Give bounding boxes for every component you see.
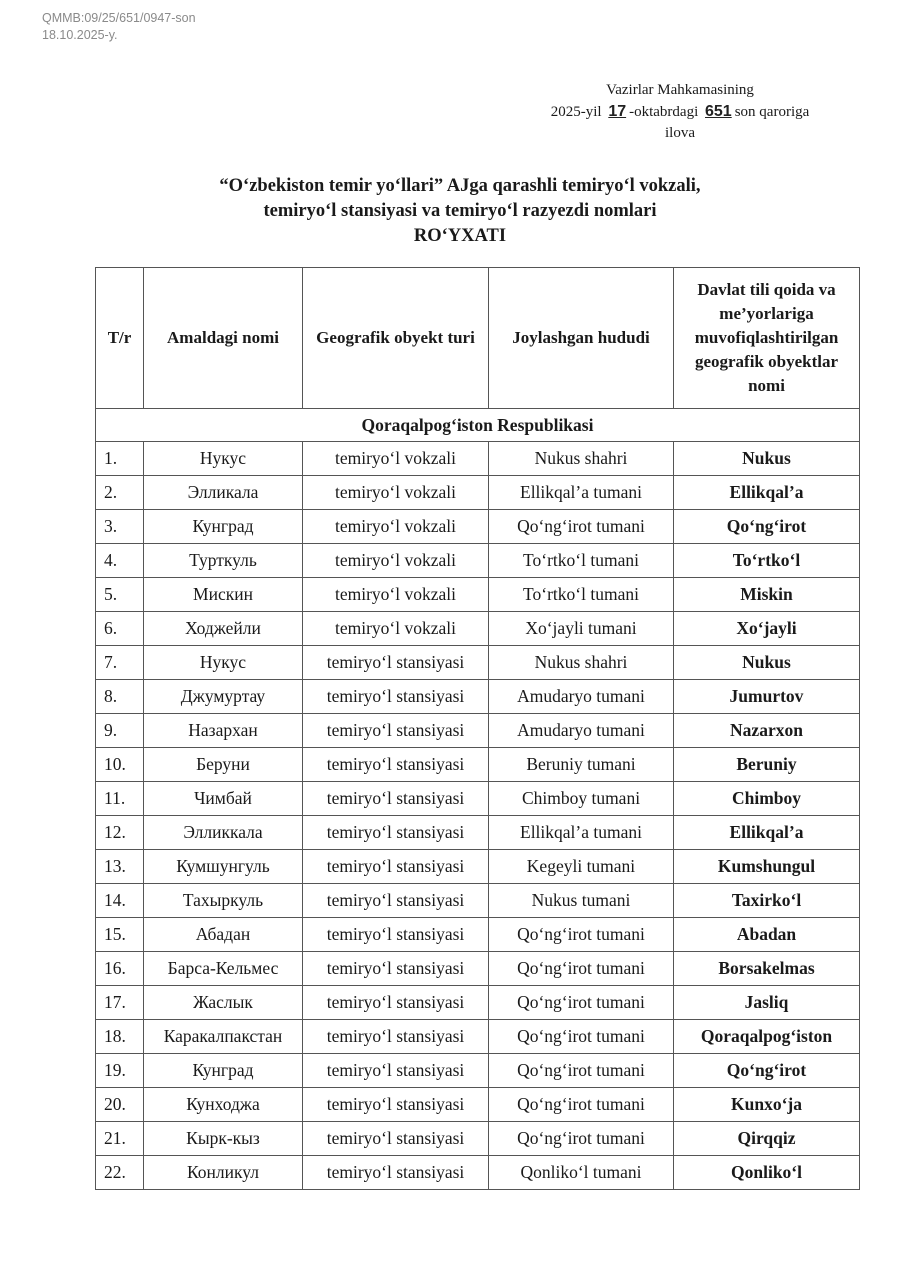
- row-number: 13.: [96, 850, 144, 884]
- row-number: 14.: [96, 884, 144, 918]
- table-row: [96, 918, 860, 952]
- row-location: Nukus shahri: [489, 442, 674, 476]
- row-number: 3.: [96, 510, 144, 544]
- row-new-name: Taxirko‘l: [674, 884, 860, 918]
- row-current-name: Турткуль: [144, 544, 303, 578]
- row-current-name: Джумуртау: [144, 680, 303, 714]
- appendix-resolution: son qaroriga: [734, 104, 810, 120]
- row-location: Nukus tumani: [489, 884, 674, 918]
- row-current-name: Чимбай: [144, 782, 303, 816]
- stations-table: [95, 267, 860, 1190]
- row-location: Beruniy tumani: [489, 748, 674, 782]
- row-location: Qo‘ng‘irot tumani: [489, 1088, 674, 1122]
- row-current-name: Элликкала: [144, 816, 303, 850]
- row-new-name: Xo‘jayli: [674, 612, 860, 646]
- row-new-name: Nukus: [674, 646, 860, 680]
- table-row: [96, 884, 860, 918]
- row-current-name: Назархан: [144, 714, 303, 748]
- appendix-line-3: ilova: [665, 125, 695, 141]
- table-row: [96, 510, 860, 544]
- row-object-type: temiryo‘l vokzali: [303, 612, 489, 646]
- row-new-name: Beruniy: [674, 748, 860, 782]
- row-new-name: Qo‘ng‘irot: [674, 510, 860, 544]
- table-row: [96, 748, 860, 782]
- row-number: 16.: [96, 952, 144, 986]
- table-row: [96, 1054, 860, 1088]
- row-number: 20.: [96, 1088, 144, 1122]
- row-object-type: temiryo‘l vokzali: [303, 476, 489, 510]
- row-current-name: Кумшунгуль: [144, 850, 303, 884]
- row-object-type: temiryo‘l vokzali: [303, 578, 489, 612]
- row-current-name: Элликала: [144, 476, 303, 510]
- row-object-type: temiryo‘l stansiyasi: [303, 782, 489, 816]
- row-number: 18.: [96, 1020, 144, 1054]
- table-row: [96, 850, 860, 884]
- document-title: [100, 174, 820, 249]
- row-current-name: Барса-Кельмес: [144, 952, 303, 986]
- row-location: Qo‘ng‘irot tumani: [489, 510, 674, 544]
- table-row: [96, 816, 860, 850]
- row-location: Qo‘ng‘irot tumani: [489, 1020, 674, 1054]
- table-row: [96, 986, 860, 1020]
- row-object-type: temiryo‘l stansiyasi: [303, 1088, 489, 1122]
- handwritten-day: 17: [608, 103, 627, 120]
- row-current-name: Каракалпакстан: [144, 1020, 303, 1054]
- row-current-name: Тахыркуль: [144, 884, 303, 918]
- header-object-type: Geografik obyekt turi: [303, 268, 489, 409]
- row-object-type: temiryo‘l stansiyasi: [303, 714, 489, 748]
- row-object-type: temiryo‘l stansiyasi: [303, 1156, 489, 1190]
- row-current-name: Жаслык: [144, 986, 303, 1020]
- appendix-line-1: Vazirlar Mahkamasining: [606, 82, 754, 98]
- table-row: [96, 578, 860, 612]
- row-location: Nukus shahri: [489, 646, 674, 680]
- row-new-name: To‘rtko‘l: [674, 544, 860, 578]
- row-new-name: Qirqqiz: [674, 1122, 860, 1156]
- row-location: Xo‘jayli tumani: [489, 612, 674, 646]
- row-current-name: Кырк-кыз: [144, 1122, 303, 1156]
- row-number: 21.: [96, 1122, 144, 1156]
- table-header-row: [96, 268, 860, 409]
- table-row: [96, 476, 860, 510]
- table-row: [96, 442, 860, 476]
- row-object-type: temiryo‘l vokzali: [303, 442, 489, 476]
- registration-date: 18.10.2025-y.: [42, 28, 118, 42]
- title-line-1: “O‘zbekiston temir yo‘llari” AJga qarashli temiryo‘l vokzali,: [219, 176, 701, 196]
- row-location: Qonliko‘l tumani: [489, 1156, 674, 1190]
- row-current-name: Конликул: [144, 1156, 303, 1190]
- row-location: Chimboy tumani: [489, 782, 674, 816]
- title-line-2: temiryo‘l stansiyasi va temiryo‘l razyezdi nomlari: [263, 201, 657, 221]
- table-row: [96, 1020, 860, 1054]
- table-body: [96, 409, 860, 1190]
- title-line-3: RO‘YXATI: [413, 226, 507, 246]
- row-number: 8.: [96, 680, 144, 714]
- row-new-name: Jasliq: [674, 986, 860, 1020]
- row-current-name: Кунходжа: [144, 1088, 303, 1122]
- table-row: [96, 544, 860, 578]
- row-object-type: temiryo‘l stansiyasi: [303, 918, 489, 952]
- table-row: [96, 952, 860, 986]
- table-row: [96, 680, 860, 714]
- row-current-name: Беруни: [144, 748, 303, 782]
- registration-number: QMMB:09/25/651/0947-son: [42, 11, 196, 25]
- row-object-type: temiryo‘l stansiyasi: [303, 884, 489, 918]
- row-object-type: temiryo‘l stansiyasi: [303, 748, 489, 782]
- row-location: Ellikqal’a tumani: [489, 816, 674, 850]
- row-number: 2.: [96, 476, 144, 510]
- row-number: 5.: [96, 578, 144, 612]
- region-row: [96, 409, 860, 442]
- row-location: Kegeyli tumani: [489, 850, 674, 884]
- header-new-name: Davlat tili qoida va me’yorlariga muvofiqlashtirilgan geografik obyektlar nomi: [674, 268, 860, 409]
- row-new-name: Borsakelmas: [674, 952, 860, 986]
- row-current-name: Нукус: [144, 442, 303, 476]
- row-current-name: Мискин: [144, 578, 303, 612]
- table-row: [96, 612, 860, 646]
- table-row: [96, 782, 860, 816]
- appendix-year: 2025-yil: [550, 104, 606, 120]
- region-name: Qoraqalpog‘iston Respublikasi: [96, 409, 860, 442]
- row-current-name: Кунград: [144, 510, 303, 544]
- row-new-name: Chimboy: [674, 782, 860, 816]
- row-new-name: Qo‘ng‘irot: [674, 1054, 860, 1088]
- row-object-type: temiryo‘l vokzali: [303, 544, 489, 578]
- row-number: 6.: [96, 612, 144, 646]
- row-object-type: temiryo‘l stansiyasi: [303, 952, 489, 986]
- row-number: 15.: [96, 918, 144, 952]
- row-number: 22.: [96, 1156, 144, 1190]
- header-location: Joylashgan hududi: [489, 268, 674, 409]
- row-new-name: Qoraqalpog‘iston: [674, 1020, 860, 1054]
- row-location: Amudaryo tumani: [489, 714, 674, 748]
- row-object-type: temiryo‘l vokzali: [303, 510, 489, 544]
- row-number: 10.: [96, 748, 144, 782]
- row-object-type: temiryo‘l stansiyasi: [303, 986, 489, 1020]
- table-row: [96, 714, 860, 748]
- row-object-type: temiryo‘l stansiyasi: [303, 1020, 489, 1054]
- row-location: Qo‘ng‘irot tumani: [489, 986, 674, 1020]
- row-number: 7.: [96, 646, 144, 680]
- document-registration-stamp: [42, 10, 196, 44]
- header-current-name: Amaldagi nomi: [144, 268, 303, 409]
- row-new-name: Qonliko‘l: [674, 1156, 860, 1190]
- header-number: T/r: [96, 268, 144, 409]
- row-new-name: Kunxo‘ja: [674, 1088, 860, 1122]
- row-object-type: temiryo‘l stansiyasi: [303, 850, 489, 884]
- row-new-name: Nukus: [674, 442, 860, 476]
- row-location: To‘rtko‘l tumani: [489, 544, 674, 578]
- row-location: Qo‘ng‘irot tumani: [489, 952, 674, 986]
- row-number: 17.: [96, 986, 144, 1020]
- table-row: [96, 1088, 860, 1122]
- row-current-name: Абадан: [144, 918, 303, 952]
- row-new-name: Miskin: [674, 578, 860, 612]
- row-object-type: temiryo‘l stansiyasi: [303, 816, 489, 850]
- row-location: Qo‘ng‘irot tumani: [489, 1122, 674, 1156]
- table-row: [96, 1122, 860, 1156]
- appendix-month: -oktabrdagi: [629, 104, 702, 120]
- row-current-name: Нукус: [144, 646, 303, 680]
- row-current-name: Кунград: [144, 1054, 303, 1088]
- row-new-name: Ellikqal’a: [674, 816, 860, 850]
- row-new-name: Nazarxon: [674, 714, 860, 748]
- row-object-type: temiryo‘l stansiyasi: [303, 680, 489, 714]
- handwritten-number: 651: [705, 103, 732, 120]
- row-number: 9.: [96, 714, 144, 748]
- row-location: Qo‘ng‘irot tumani: [489, 1054, 674, 1088]
- row-current-name: Ходжейли: [144, 612, 303, 646]
- row-object-type: temiryo‘l stansiyasi: [303, 1054, 489, 1088]
- row-new-name: Jumurtov: [674, 680, 860, 714]
- row-new-name: Kumshungul: [674, 850, 860, 884]
- row-new-name: Ellikqal’a: [674, 476, 860, 510]
- table-row: [96, 1156, 860, 1190]
- row-number: 19.: [96, 1054, 144, 1088]
- row-location: Ellikqal’a tumani: [489, 476, 674, 510]
- row-object-type: temiryo‘l stansiyasi: [303, 646, 489, 680]
- row-number: 1.: [96, 442, 144, 476]
- appendix-line-2: [520, 101, 840, 123]
- row-new-name: Abadan: [674, 918, 860, 952]
- row-location: Amudaryo tumani: [489, 680, 674, 714]
- row-number: 4.: [96, 544, 144, 578]
- row-location: To‘rtko‘l tumani: [489, 578, 674, 612]
- row-object-type: temiryo‘l stansiyasi: [303, 1122, 489, 1156]
- row-number: 12.: [96, 816, 144, 850]
- row-location: Qo‘ng‘irot tumani: [489, 918, 674, 952]
- table-row: [96, 646, 860, 680]
- appendix-note: [520, 80, 840, 144]
- row-number: 11.: [96, 782, 144, 816]
